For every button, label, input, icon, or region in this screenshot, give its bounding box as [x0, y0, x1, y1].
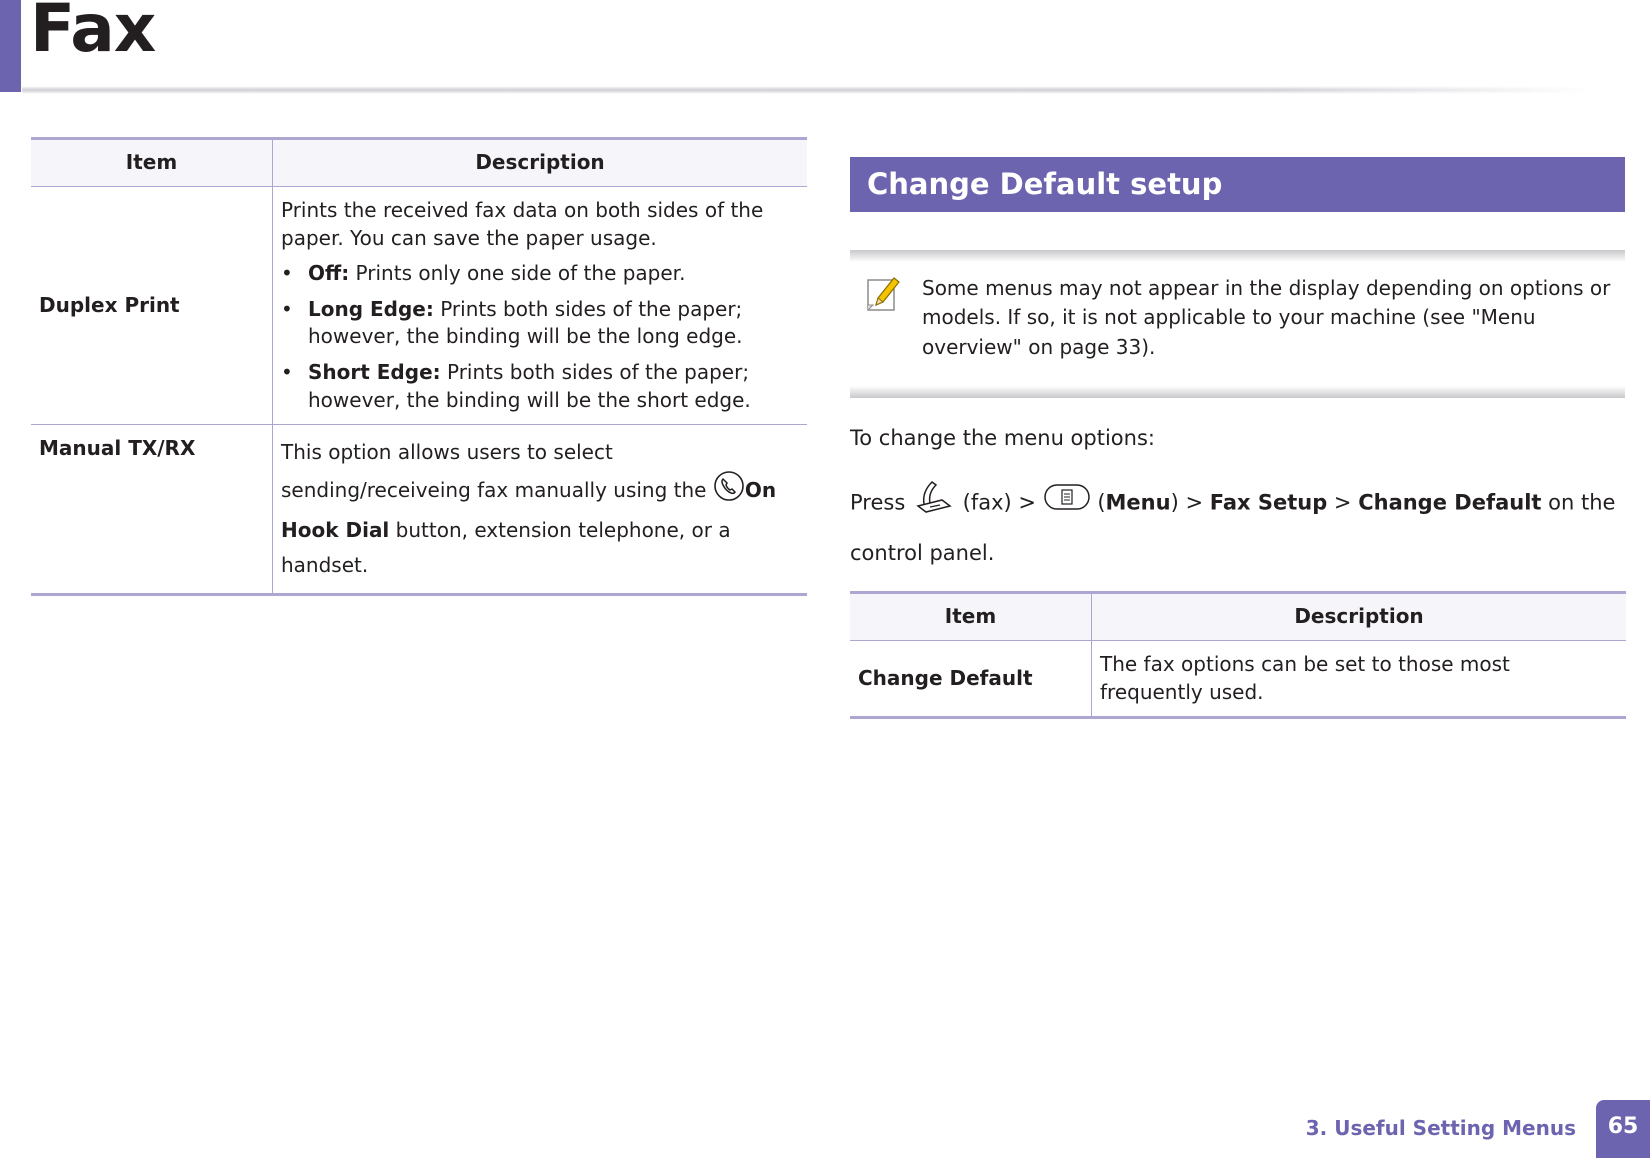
column-header-description: Description [273, 139, 808, 187]
change-default-description: The fax options can be set to those most frequently used. [1092, 641, 1627, 718]
press-text: Press [850, 490, 912, 515]
item-manual-tx-rx: Manual TX/RX [31, 425, 273, 595]
item-change-default: Change Default [850, 641, 1092, 718]
settings-table [31, 137, 807, 596]
description-cell [273, 425, 808, 595]
fax-label: (fax) > [955, 490, 1043, 515]
option-text-long-edge: Prints both sides of the paper; however, the binding will be the long edge. [308, 296, 743, 349]
menu-icon [1043, 482, 1091, 526]
note-pencil-icon [864, 274, 904, 314]
item-duplex-print: Duplex Print [31, 187, 273, 425]
page-number: 65 [1596, 1100, 1650, 1158]
menu-label: Menu [1105, 490, 1171, 515]
description-cell [273, 187, 808, 425]
change-default-table [850, 591, 1626, 719]
manual-description-end: button, extension telephone, or a handset. [281, 518, 731, 578]
section-heading: Change Default setup [850, 157, 1625, 212]
duplex-options-list [281, 260, 799, 414]
instruction-intro: To change the menu options: [850, 426, 1155, 450]
manual-description-start: This option allows users to select sending/receiveing fax manually using the [281, 440, 713, 503]
separator: > [1327, 490, 1359, 515]
table-row [31, 187, 807, 425]
option-label-short-edge: Short Edge: [308, 359, 441, 384]
menu-open-paren: ( [1090, 490, 1106, 515]
instruction-path [850, 476, 1625, 575]
table-header-row [850, 593, 1626, 641]
note-bottom-rule [850, 386, 1625, 398]
option-label-long-edge: Long Edge: [308, 296, 434, 321]
on-hook-dial-label: On Hook Dial [281, 478, 777, 543]
column-header-item: Item [850, 593, 1092, 641]
footer-chapter: 3. Useful Setting Menus [1305, 1116, 1576, 1140]
list-item [281, 296, 799, 351]
column-header-description: Description [1092, 593, 1627, 641]
header-accent-bar [0, 0, 21, 92]
table-row [850, 641, 1626, 718]
instruction-suffix: on the control panel. [850, 490, 1616, 566]
list-item [281, 359, 799, 414]
option-text-short-edge: Prints both sides of the paper; however, the binding will be the short edge. [308, 359, 751, 412]
fax-setup-label: Fax Setup [1209, 490, 1328, 515]
column-header-item: Item [31, 139, 273, 187]
note-top-rule [850, 250, 1625, 262]
table-header-row [31, 139, 807, 187]
option-label-off: Off: [308, 261, 350, 286]
on-hook-dial-icon [713, 470, 745, 513]
note-text: Some menus may not appear in the display depending on options or models. If so, it is not applicable to your machine (see "Menu overview" on page 33). [922, 276, 1611, 359]
page-title: Fax [30, 0, 156, 67]
list-item [281, 260, 799, 288]
menu-close: ) > [1170, 490, 1210, 515]
change-default-label: Change Default [1358, 490, 1542, 515]
header-divider [22, 86, 1592, 94]
option-text-off: Prints only one side of the paper. [349, 261, 686, 286]
duplex-description: Prints the received fax data on both sides of the paper. You can save the paper usage. [281, 198, 764, 250]
fax-icon [912, 476, 956, 531]
table-row [31, 425, 807, 595]
